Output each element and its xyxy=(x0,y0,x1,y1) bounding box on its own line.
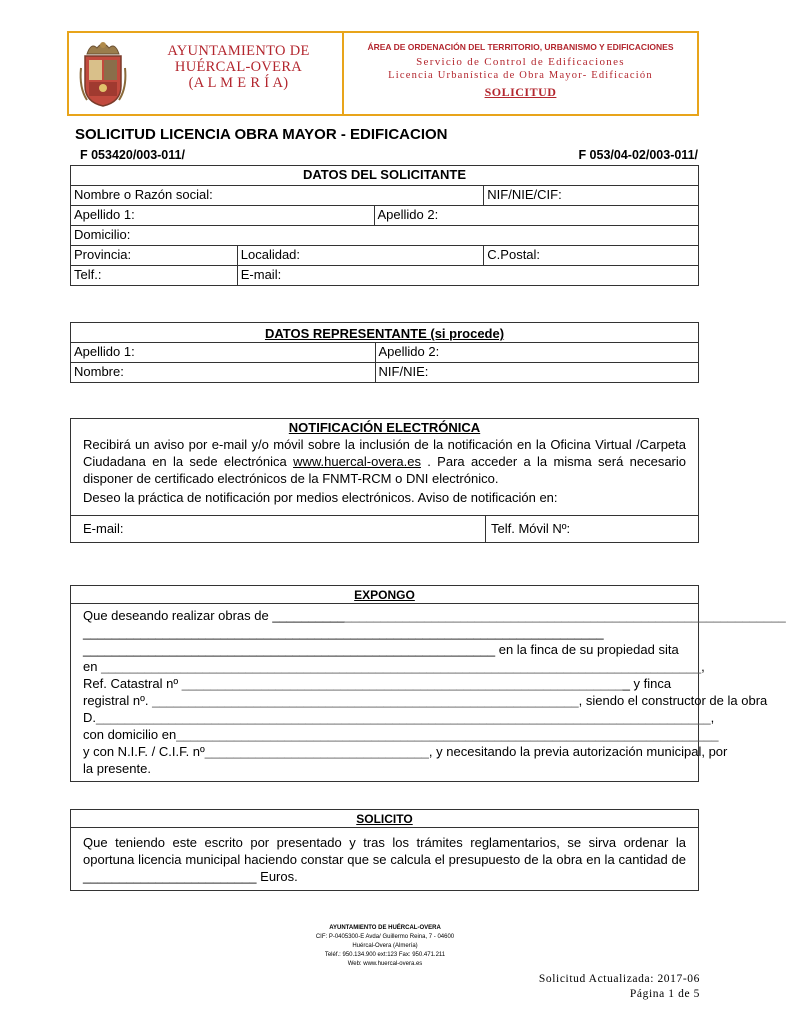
presupuesto-blank[interactable]: ________________________ xyxy=(83,869,257,884)
document-title: SOLICITUD LICENCIA OBRA MAYOR - EDIFICACION xyxy=(75,126,448,143)
solicito-section xyxy=(70,809,699,891)
footer-meta xyxy=(539,972,700,1002)
expongo-l5-text: Ref. Catastral nº xyxy=(83,676,182,691)
footer-city: Huércal-Overa (Almería) xyxy=(352,943,418,949)
expongo-l6-end: , siendo el constructor de la obra xyxy=(578,693,768,708)
solicitante-title: DATOS DEL SOLICITANTE xyxy=(71,166,699,186)
notificacion-text xyxy=(71,436,698,489)
apellido1-field[interactable]: Apellido 1: xyxy=(71,206,375,226)
page-number: Página 1 de 5 xyxy=(629,988,700,1000)
expongo-l5-end: _ y finca xyxy=(622,676,672,691)
service-title: Servicio de Control de Edificaciones xyxy=(416,56,625,68)
updated-date: Solicitud Actualizada: 2017-06 xyxy=(538,973,700,985)
expongo-title: EXPONGO xyxy=(71,586,698,604)
letterhead xyxy=(67,31,699,116)
rep-apellido1-field[interactable]: Apellido 1: xyxy=(71,343,376,363)
expongo-text xyxy=(71,604,786,779)
rep-nif-field[interactable]: NIF/NIE: xyxy=(375,363,698,383)
nif-field[interactable]: NIF/NIE/CIF: xyxy=(484,186,699,206)
email-field[interactable]: E-mail: xyxy=(237,266,698,286)
notif-email-field[interactable]: E-mail: xyxy=(71,516,486,543)
notificacion-deseo: Deseo la práctica de notificación por medios electrónicos. Aviso de notificación en: xyxy=(83,490,558,505)
org-line-3: (A L M E R Í A) xyxy=(188,75,289,91)
expongo-line-7 xyxy=(83,709,715,726)
expongo-l9-end: , y necesitando la previa autorización municipal, por xyxy=(428,744,728,759)
solicitud-title: SOLICITUD xyxy=(484,85,557,99)
rep-apellido2-field[interactable]: Apellido 2: xyxy=(375,343,698,363)
expongo-line-2[interactable]: ________________________________________________________________________ xyxy=(83,625,604,640)
notif-movil-field[interactable]: Telf. Móvil Nº: xyxy=(491,521,571,536)
expongo-line-10: la presente. xyxy=(83,761,151,776)
expongo-line-8 xyxy=(83,726,719,743)
footer-org: AYUNTAMIENTO DE HUÉRCAL-OVERA xyxy=(329,925,441,931)
expongo-l7-text: D. xyxy=(83,710,96,725)
expongo-l9-text: y con N.I.F. / C.I.F. nº xyxy=(83,744,205,759)
expongo-l8-blank[interactable]: ___________________________________________________________________________ xyxy=(176,727,719,742)
expongo-line-1 xyxy=(83,607,786,624)
expongo-l5-blank[interactable]: _____________________________________________________________ xyxy=(181,676,623,691)
expongo-l4-blank[interactable]: ___________________________________________________________________________________ xyxy=(101,659,702,674)
solicito-title: SOLICITO xyxy=(71,810,698,828)
expongo-line-9 xyxy=(83,743,728,760)
expongo-l3-blank[interactable]: _________________________________________________________ xyxy=(83,642,496,657)
org-line-1: AYUNTAMIENTO DE xyxy=(167,43,310,59)
footer-address-line: CIF: P-0405300-E Avda/ Guillermo Reina, 7 - 04600 xyxy=(315,934,455,940)
footer-web: Web: www.huercal-overa.es xyxy=(347,961,423,967)
org-name xyxy=(141,43,336,91)
notificacion-text-1: Recibirá un aviso por e-mail y/o móvil sobre la inclusión de la notificación en la Oficina Virtual /Carpeta Ciudadana en la sede electrónica xyxy=(83,437,686,469)
form-code-left: F 053420/003-011/ xyxy=(80,148,185,162)
solicito-body: Que teniendo este escrito por presentado y tras los trámites reglamentarios, se sirva ordenar la oportuna licencia municipal haciendo constar que se calcula el presupuesto de la obra en la cantidad de xyxy=(83,835,686,867)
license-title: Licencia Urbanística de Obra Mayor- Edificación xyxy=(388,70,653,81)
expongo-l6-text: registral nº. xyxy=(83,693,153,708)
footer-address xyxy=(0,924,770,969)
expongo-l8-text: con domicilio en xyxy=(83,727,177,742)
footer-phone: Teléf.: 950.134.900 ext:123 Fax: 950.471.211 xyxy=(324,952,446,958)
letterhead-right xyxy=(344,33,697,114)
nombre-field[interactable]: Nombre o Razón social: xyxy=(71,186,484,206)
expongo-line-4 xyxy=(83,658,705,675)
apellido2-field[interactable]: Apellido 2: xyxy=(374,206,699,226)
sede-link[interactable]: www.huercal-overa.es xyxy=(293,454,421,469)
letterhead-left xyxy=(69,33,344,114)
expongo-l7-end: , xyxy=(710,710,715,725)
notificacion-section xyxy=(70,418,699,543)
expongo-line-6 xyxy=(83,692,768,709)
expongo-section xyxy=(70,585,786,782)
representante-title: DATOS REPRESENTANTE (si procede) xyxy=(71,323,699,343)
telf-field[interactable]: Telf.: xyxy=(71,266,238,286)
coat-of-arms-logo xyxy=(77,38,129,108)
cpostal-field[interactable]: C.Postal: xyxy=(484,246,699,266)
org-line-2: HUÉRCAL-OVERA xyxy=(174,59,303,75)
expongo-l3-text: en la finca de su propiedad sita xyxy=(495,642,679,657)
notificacion-text-2: . Para acceder a la misma será necesario disponer de certificado electrónicos de la FNMT-RCM o DNI electrónico. xyxy=(83,454,686,486)
form-code-right: F 053/04-02/003-011/ xyxy=(578,148,698,162)
expongo-line-3 xyxy=(83,641,686,658)
notificacion-contact-row xyxy=(71,515,698,543)
expongo-l1: Que deseando realizar obras de __________ xyxy=(83,608,345,623)
area-title: ÁREA DE ORDENACIÓN DEL TERRITORIO, URBANISMO Y EDIFICACIONES xyxy=(367,42,674,52)
expongo-l1-blank[interactable]: _____________________________________________________________ xyxy=(344,608,786,623)
expongo-l4-text: en xyxy=(83,659,102,674)
solicito-text xyxy=(71,828,698,887)
solicito-euros: Euros. xyxy=(256,869,298,884)
expongo-line-5 xyxy=(83,675,686,692)
expongo-l4-end: , xyxy=(701,659,705,674)
expongo-l9-blank[interactable]: _______________________________ xyxy=(204,744,429,759)
provincia-field[interactable]: Provincia: xyxy=(71,246,238,266)
expongo-l7-blank[interactable]: _____________________________________________________________________________________ xyxy=(96,710,711,725)
representante-table xyxy=(70,322,699,383)
rep-nombre-field[interactable]: Nombre: xyxy=(71,363,376,383)
notificacion-title: NOTIFICACIÓN ELECTRÓNICA xyxy=(288,420,481,435)
expongo-l6-blank[interactable]: ___________________________________________________________ xyxy=(152,693,579,708)
localidad-field[interactable]: Localidad: xyxy=(237,246,484,266)
domicilio-field[interactable]: Domicilio: xyxy=(71,226,699,246)
solicitante-table xyxy=(70,165,699,286)
